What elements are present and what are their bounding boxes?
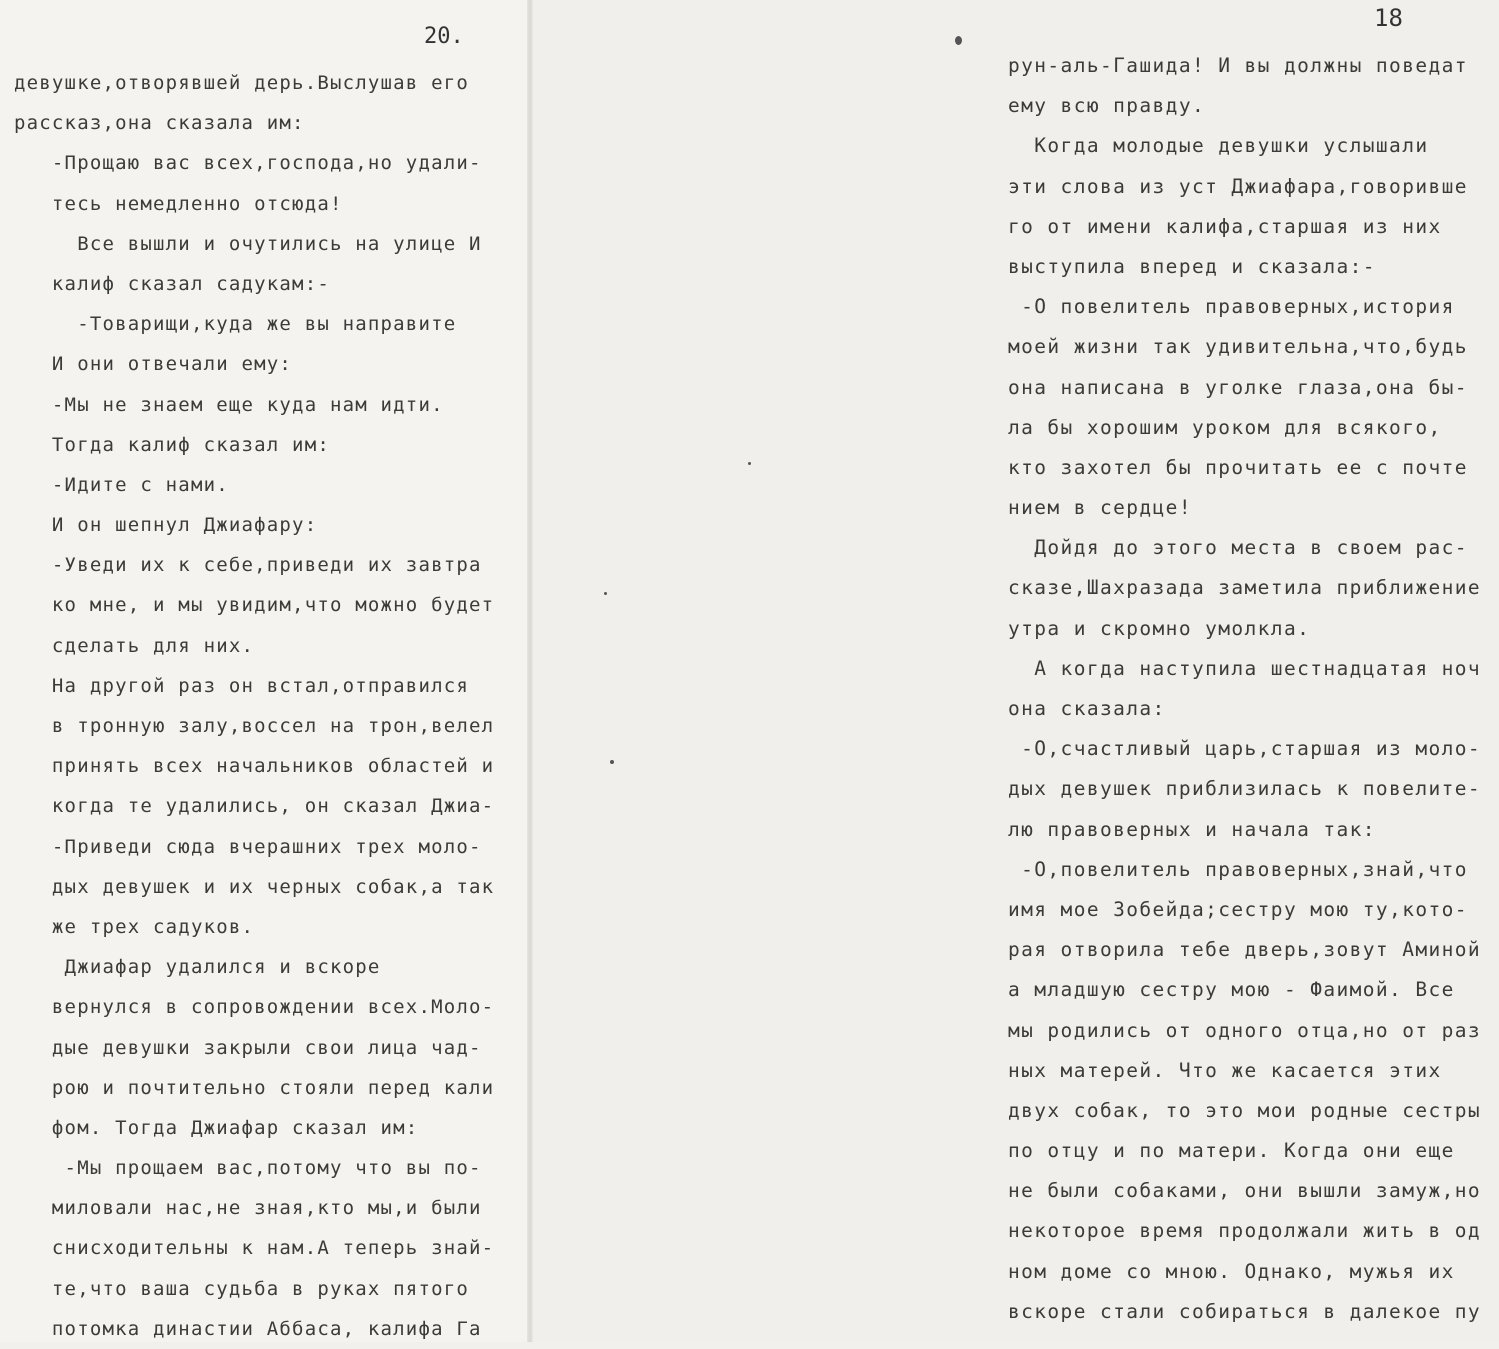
text-line: дых девушек и их черных собак,а так: [14, 875, 495, 898]
text-line: -Мы не знаем еще куда нам идти.: [14, 393, 444, 416]
text-line: вернулся в сопровождении всех.Моло-: [14, 996, 495, 1019]
text-line: ных матерей. Что же касается этих: [1008, 1058, 1442, 1082]
text-line: сказе,Шахразада заметила приближение: [1008, 576, 1482, 600]
text-line: потомка династии Аббаса, калифа Га: [14, 1317, 482, 1340]
text-line: ном доме со мною. Однако, мужья их: [1008, 1259, 1455, 1283]
text-line: сделать для них.: [14, 634, 255, 657]
text-line: -Товарищи,куда же вы направите: [14, 313, 457, 336]
text-line: девушке,отворявшей дерь.Выслушав его: [14, 72, 470, 94]
text-line: по отцу и по матери. Когда они еще: [1008, 1139, 1455, 1163]
ink-spot: [955, 36, 962, 45]
text-line: имя мое Зобейда;сестру мою ту,кото-: [1008, 897, 1468, 921]
text-line: рун-аль-Гашида! И вы должны поведат: [1008, 54, 1468, 77]
text-line: вскоре стали собираться в далекое пу: [1008, 1299, 1482, 1323]
text-line: в тронную залу,воссел на трон,велел: [14, 715, 495, 737]
text-line: ему всю правду.: [1008, 94, 1206, 118]
text-line: миловали нас,не зная,кто мы,и были: [14, 1197, 482, 1220]
text-line: Джиафар удалился и вскоре: [14, 956, 381, 979]
text-line: мы родились от одного отца,но от раз: [1008, 1018, 1482, 1042]
text-line: кто захотел бы прочитать ее с почте: [1008, 455, 1468, 479]
text-line: -Мы прощаем вас,потому что вы по-: [14, 1157, 482, 1180]
right-page-text: [1008, 46, 1493, 1332]
text-line: Дойдя до этого места в своем рас-: [1008, 536, 1468, 560]
text-line: те,что ваша судьба в руках пятого: [14, 1277, 470, 1300]
text-line: же трех садуков.: [14, 915, 255, 938]
text-line: -О повелитель правоверных,история: [1008, 295, 1455, 319]
page-fold: [527, 0, 533, 1342]
text-line: -Прощаю вас всех,господа,но удали-: [14, 152, 482, 175]
text-line: фом. Тогда Джиафар сказал им:: [14, 1116, 419, 1139]
text-line: Когда молодые девушки услышали: [1008, 134, 1429, 158]
left-page-text: [14, 63, 524, 1349]
text-line: дые девушки закрыли свои лица чад-: [14, 1036, 482, 1059]
text-line: дых девушек приблизилась к повелите-: [1008, 777, 1482, 801]
text-line: двух собак, то это мои родные сестры: [1008, 1098, 1482, 1122]
text-line: калиф сказал садукам:-: [14, 272, 330, 295]
text-line: некоторое время продолжали жить в од: [1008, 1219, 1482, 1243]
text-line: рою и почтительно стояли перед кали: [14, 1076, 495, 1099]
text-line: нием в сердце!: [1008, 496, 1192, 520]
text-line: -О,счастливый царь,старшая из моло-: [1008, 737, 1482, 761]
text-line: И они отвечали ему:: [14, 353, 293, 376]
text-line: Тогда калиф сказал им:: [14, 433, 330, 456]
text-line: принять всех начальников областей и: [14, 755, 495, 778]
text-line: рая отворила тебе дверь,зовут Аминой: [1008, 938, 1482, 962]
text-line: снисходительны к нам.А теперь знай-: [14, 1237, 495, 1260]
text-line: утра и скромно умолкла.: [1008, 616, 1311, 640]
text-line: -Идите с нами.: [14, 473, 229, 496]
ink-spot: [748, 462, 751, 465]
text-line: эти слова из уст Джиафара,говорившe: [1008, 174, 1468, 198]
text-line: моей жизни так удивительна,что,будь: [1008, 335, 1468, 359]
ink-spot: [610, 760, 614, 764]
text-line: -О,повелитель правоверных,знай,что: [1008, 857, 1468, 881]
text-line: выступила вперед и сказала:-: [1008, 254, 1376, 278]
text-line: На другой раз он встал,отправился: [14, 674, 470, 697]
text-line: не были собаками, они вышли замуж,но: [1008, 1179, 1482, 1203]
text-line: тесь немедленно отсюда!: [14, 192, 343, 215]
ink-spot: [604, 592, 607, 595]
left-page-number: 20.: [424, 24, 464, 49]
text-line: когда те удалились, он сказал Джиа-: [14, 795, 495, 818]
text-line: И он шепнул Джиафару:: [14, 514, 318, 537]
text-line: рассказ,она сказала им:: [14, 112, 305, 135]
right-page-number: 18: [1374, 4, 1403, 32]
text-line: ко мне, и мы увидим,что можно будет: [14, 594, 495, 617]
text-line: а младшую сестру мою - Фаимой. Все: [1008, 978, 1455, 1002]
text-line: -Уведи их к себе,приведи их завтра: [14, 554, 482, 577]
text-line: она сказала:: [1008, 697, 1166, 720]
text-line: ла бы хорошим уроком для всякого,: [1008, 415, 1442, 439]
text-line: го от имени калифа,старшая из них: [1008, 214, 1442, 238]
text-line: лю правоверных и начала так:: [1008, 817, 1376, 841]
text-line: -Приведи сюда вчерашних трех моло-: [14, 835, 482, 858]
text-line: А когда наступила шестнадцатая ноч: [1008, 656, 1482, 680]
text-line: Все вышли и очутились на улице И: [14, 232, 482, 255]
text-line: она написана в уголке глаза,она бы-: [1008, 375, 1468, 399]
